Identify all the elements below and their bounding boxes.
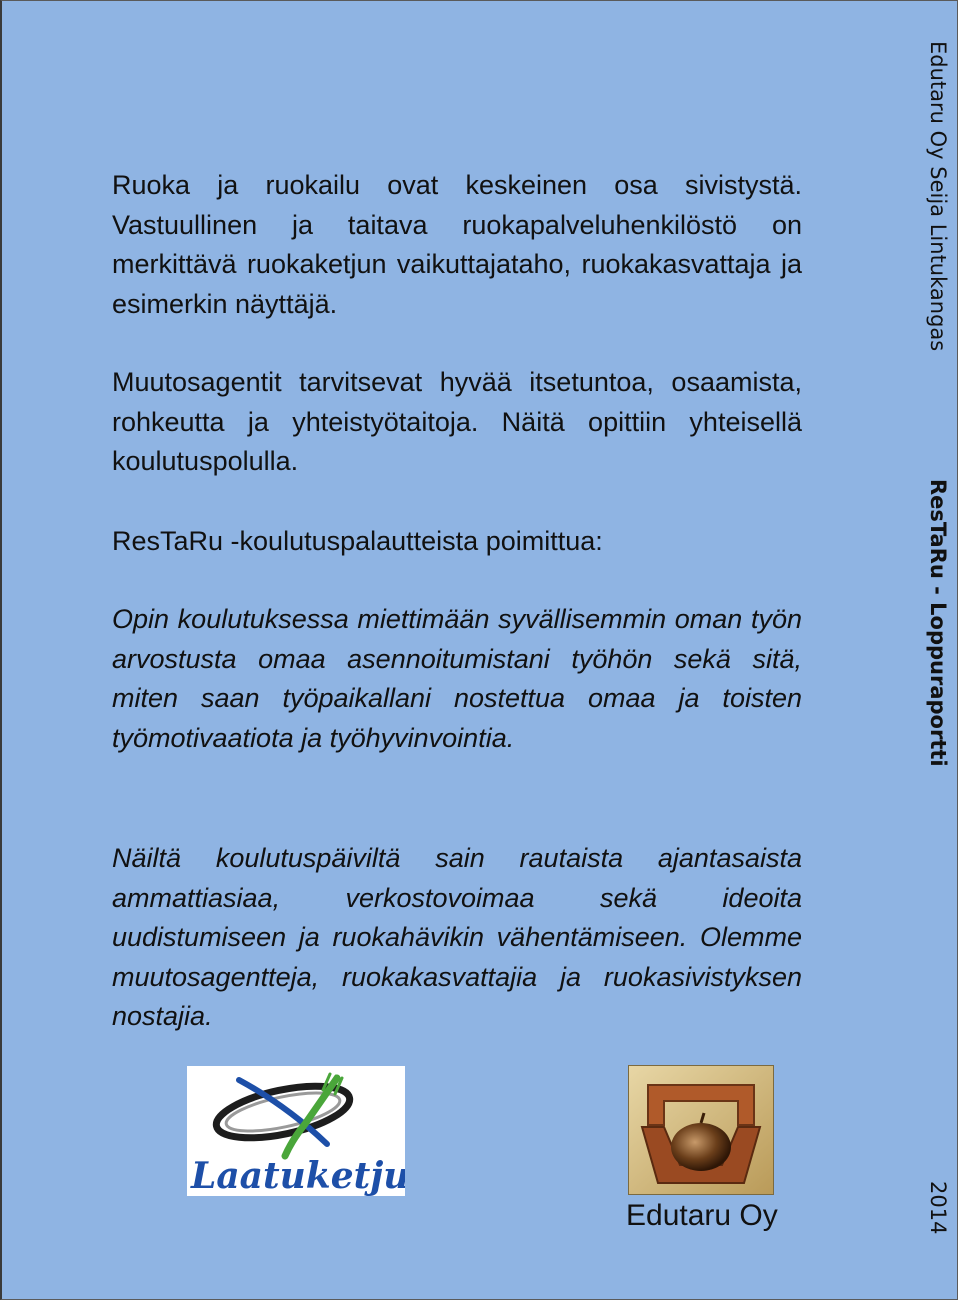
quote-feedback-1: Opin koulutuksessa miettimään syvällisemmin oman työn arvostusta omaa asennoitumistani työhön sekä sitä, miten saan työpaikallani nostettua omaa ja toisten työmotivaatiota ja työhyvinvointia. xyxy=(112,604,802,753)
spine-title: ResTaRu - Loppuraportti xyxy=(926,479,950,767)
spine-author: Edutaru Oy Seija Lintukangas xyxy=(926,41,950,352)
paragraph-intro: Ruoka ja ruokailu ovat keskeinen osa sivistystä. Vastuullinen ja taitava ruokapalveluhenkilöstö on merkittävä ruokaketjun vaikuttajataho, ruokakasvattaja ja esimerkin näyttäjä. xyxy=(112,170,802,319)
laatuketju-logo xyxy=(187,1066,405,1196)
spine xyxy=(926,41,960,1261)
laatuketju-logo-text: Laatuketju xyxy=(191,1155,405,1196)
quote-feedback-2: Näiltä koulutuspäiviltä sain rautaista ajantasaista ammattiasiaa, verkostovoimaa sekä ideoita uudistumiseen ja ruokahävikin vähentämiseen. Olemme muutosagentteja, ruokakasvattajia ja ruokasivistyksen nostajia. xyxy=(112,843,802,1031)
spine-year: 2014 xyxy=(926,1181,950,1235)
edutaru-logo xyxy=(628,1065,774,1195)
paragraph-feedback-heading: ResTaRu -koulutuspalautteista poimittua: xyxy=(112,526,603,556)
edutaru-caption: Edutaru Oy xyxy=(626,1199,778,1232)
paragraph-change-agents: Muutosagentit tarvitsevat hyvää itsetuntoa, osaamista, rohkeutta ja yhteistyötaitoja. Näitä opittiin yhteisellä koulutuspolulla. xyxy=(112,367,802,476)
